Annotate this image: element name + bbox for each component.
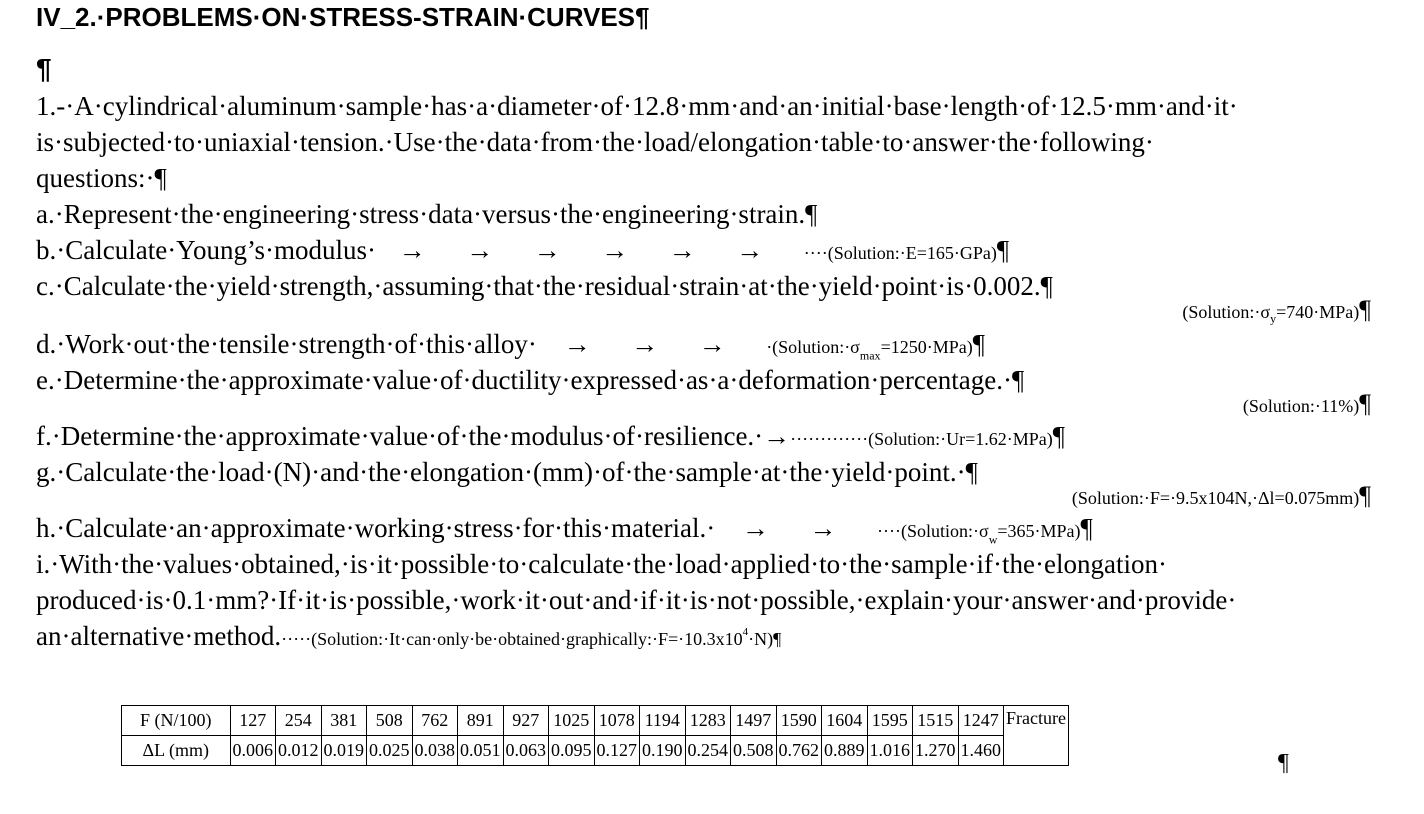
table-row-elongation	[122, 736, 1069, 766]
pilcrow: ¶	[773, 629, 782, 649]
fracture-cell: Fracture	[1004, 706, 1069, 766]
table-cell: 1497	[731, 706, 777, 736]
sigma-subscript-w: w	[988, 532, 998, 547]
tab-arrows-b: → → → → → →	[398, 235, 797, 265]
item-b	[36, 232, 1371, 268]
table-cell: 1.270	[913, 736, 959, 766]
exponent-4: 4	[742, 626, 749, 638]
item-d-text: d.·Work·out·the·tensile·strength·of·this·alloy·	[36, 329, 537, 359]
table-cell: 1595	[867, 706, 913, 736]
pilcrow: ¶	[972, 329, 985, 359]
item-h-solution-pre: (Solution:·σ	[900, 521, 989, 541]
row-label-elongation: ΔL (mm)	[122, 736, 231, 766]
leader-dots-b: ····	[803, 243, 828, 263]
sigma-subscript-max: max	[859, 348, 881, 363]
item-h-text: h.·Calculate·an·approximate·working·stress·for·this·material.·	[36, 513, 716, 543]
table-cell: 762	[412, 706, 458, 736]
table-cell: 891	[458, 706, 504, 736]
table-cell: 1078	[594, 706, 640, 736]
table-cell: 0.508	[731, 736, 777, 766]
item-d-solution-post: =1250·MPa)	[880, 337, 973, 357]
table-cell: 508	[367, 706, 413, 736]
table-cell: 0.038	[412, 736, 458, 766]
table-cell: 0.762	[776, 736, 822, 766]
table-cell: 127	[230, 706, 276, 736]
item-i-solution-post: ·N)	[748, 629, 774, 649]
table-cell: 0.127	[594, 736, 640, 766]
problem-body	[36, 88, 1371, 654]
row-label-load: F (N/100)	[122, 706, 231, 736]
table-cell: 0.063	[503, 736, 549, 766]
item-g: g.·Calculate·the·load·(N)·and·the·elongation·(mm)·of·the·sample·at·the·yield·point.·¶	[36, 457, 978, 487]
item-i-line-2: produced·is·0.1·mm?·If·it·is·possible,·work·it·out·and·if·it·is·not·possible,·explain·your·answer·and·provide·	[36, 585, 1237, 615]
pilcrow: ¶	[1359, 295, 1371, 324]
item-f-text: f.·Determine·the·approximate·value·of·the·modulus·of·resilience.·→	[36, 421, 791, 451]
item-e: e.·Determine·the·approximate·value·of·ductility·expressed·as·a·deformation·percentage.·¶	[36, 365, 1025, 395]
pilcrow: ¶	[1359, 389, 1371, 418]
load-elongation-table	[121, 705, 1069, 766]
item-e-solution: (Solution:·11%)	[1242, 396, 1360, 416]
item-h-solution-post: =365·MPa)	[997, 521, 1081, 541]
table-cell: 927	[503, 706, 549, 736]
item-b-text: b.·Calculate·Young’s·modulus·	[36, 235, 376, 265]
item-i-line-1: i.·With·the·values·obtained,·is·it·possible·to·calculate·the·load·applied·to·the·sample·if·the·elongation·	[36, 549, 1167, 579]
table-cell: 0.051	[458, 736, 504, 766]
tab-arrows-d: → → →	[563, 329, 760, 359]
item-i-line-3-text: an·alternative·method.	[36, 621, 282, 651]
item-d	[36, 326, 1371, 362]
table-cell: 0.012	[276, 736, 322, 766]
sigma-subscript-y: y	[1270, 311, 1277, 326]
table-cell: 1590	[776, 706, 822, 736]
table-cell: 1283	[685, 706, 731, 736]
intro-line-3: questions:·¶	[36, 163, 167, 193]
leader-dots-i: ·····	[281, 629, 312, 649]
item-e-solution-line	[36, 389, 1371, 418]
item-c-solution-line	[36, 295, 1371, 326]
table-cell: 1.460	[958, 736, 1004, 766]
tab-arrows-h: → →	[741, 513, 871, 543]
table-cell: 1515	[913, 706, 959, 736]
item-i-solution-pre: (Solution:·It·can·only·be·obtained·graphically:·F=·10.3x10	[311, 629, 743, 649]
table-cell: 0.889	[822, 736, 868, 766]
item-b-solution: (Solution:·E=165·GPa)	[827, 243, 997, 263]
table-cell: 381	[321, 706, 367, 736]
table-cell: 1025	[549, 706, 595, 736]
item-a: a.·Represent·the·engineering·stress·data·versus·the·engineering·strain.¶	[36, 199, 818, 229]
table-cell: 1604	[822, 706, 868, 736]
item-c-solution-post: =740·MPa)	[1276, 302, 1360, 322]
table-row-load	[122, 706, 1069, 736]
page-title: IV_2.·PROBLEMS·ON·STRESS-STRAIN·CURVES¶	[36, 2, 650, 32]
pilcrow: ¶	[1359, 481, 1371, 510]
table-cell: 0.025	[367, 736, 413, 766]
table-cell: 0.006	[230, 736, 276, 766]
item-f-solution: (Solution:·Ur=1.62·MPa)	[868, 429, 1053, 449]
item-g-solution: (Solution:·F=·9.5x104N,·Δl=0.075mm)	[1071, 488, 1360, 508]
item-f	[36, 418, 1371, 454]
empty-paragraph-mark: ¶	[36, 53, 52, 84]
item-c: c.·Calculate·the·yield·strength,·assuming·that·the·residual·strain·at·the·yield·point·is·0.002.¶	[36, 271, 1053, 301]
table-pilcrow: ¶	[1278, 750, 1289, 776]
item-c-solution-pre: (Solution:·σ	[1182, 302, 1271, 322]
table-cell: 1194	[640, 706, 686, 736]
table-cell: 0.095	[549, 736, 595, 766]
item-g-solution-line	[36, 481, 1371, 510]
item-i-line-3	[36, 618, 1371, 654]
pilcrow: ¶	[1052, 421, 1065, 451]
table-cell: 0.254	[685, 736, 731, 766]
table-cell: 0.190	[640, 736, 686, 766]
table-cell: 254	[276, 706, 322, 736]
table-cell: 1.016	[867, 736, 913, 766]
intro-line-2: is·subjected·to·uniaxial·tension.·Use·the·data·from·the·load/elongation·table·to·answer·the·following·	[36, 127, 1154, 157]
item-h	[36, 510, 1371, 546]
item-d-solution-pre: ·(Solution:·σ	[766, 337, 860, 357]
intro-line-1: 1.-·A·cylindrical·aluminum·sample·has·a·diameter·of·12.8·mm·and·an·initial·base·length·of·12.5·mm·and·it·	[36, 91, 1238, 121]
table-cell: 1247	[958, 706, 1004, 736]
table-cell: 0.019	[321, 736, 367, 766]
pilcrow: ¶	[996, 235, 1010, 265]
leader-dots-f: ·············	[790, 429, 869, 449]
leader-dots-h: ····	[876, 521, 901, 541]
pilcrow: ¶	[1080, 513, 1093, 543]
